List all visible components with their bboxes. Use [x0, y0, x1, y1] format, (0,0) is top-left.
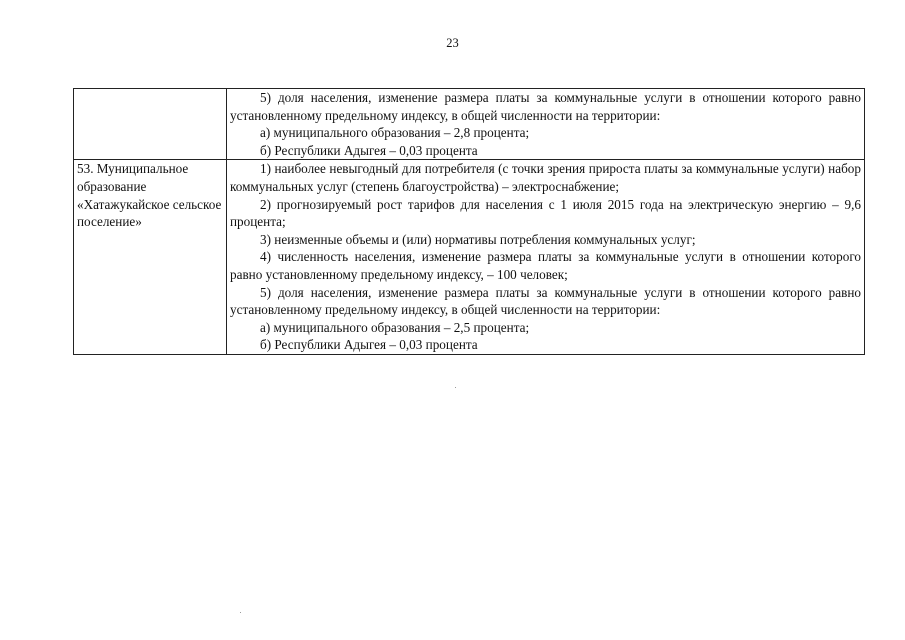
condition-paragraph: 2) прогнозируемый рост тарифов для населения с 1 июля 2015 года на электрическую энергию – 9,6 процента; — [230, 196, 861, 230]
condition-paragraph: 5) доля населения, изменение размера платы за коммунальные услуги в отношении которого равно установленному предельному индексу, в общей численности на территории: — [230, 90, 861, 123]
condition-paragraph: 1) наиболее невыгодный для потребителя (с точки зрения прироста платы за коммунальные услуги) набор коммунальных услуг (степень благоустройства) – электроснабжение; — [230, 161, 861, 194]
condition-paragraph: 5) доля населения, изменение размера платы за коммунальные услуги в отношении которого равно установленному предельному индексу, в общей численности на территории: — [230, 284, 861, 318]
scan-speck — [240, 612, 241, 613]
condition-paragraph: а) муниципального образования – 2,5 процента; — [260, 319, 530, 335]
document-table — [73, 88, 865, 355]
condition-paragraph: б) Республики Адыгея – 0,03 процента — [260, 142, 478, 158]
condition-paragraph: 4) численность населения, изменение размера платы за коммунальные услуги в отношении которого равно установленному предельному индексу, – 100 человек; — [230, 249, 861, 282]
table-row — [74, 160, 865, 355]
municipality-cell — [74, 89, 227, 160]
scan-speck — [455, 387, 456, 388]
conditions-cell — [227, 89, 865, 160]
condition-paragraph: а) муниципального образования – 2,8 процента; — [260, 125, 530, 141]
municipality-cell — [74, 160, 227, 355]
page-number: 23 — [446, 36, 459, 50]
table-row — [74, 89, 865, 160]
municipality-name: 53. Муниципальное образование «Хатажукайское сельское поселение» — [77, 161, 222, 230]
condition-paragraph: 3) неизменные объемы и (или) нормативы потребления коммунальных услуг; — [260, 231, 696, 247]
conditions-cell — [227, 160, 865, 355]
condition-paragraph: б) Республики Адыгея – 0,03 процента — [260, 337, 478, 353]
